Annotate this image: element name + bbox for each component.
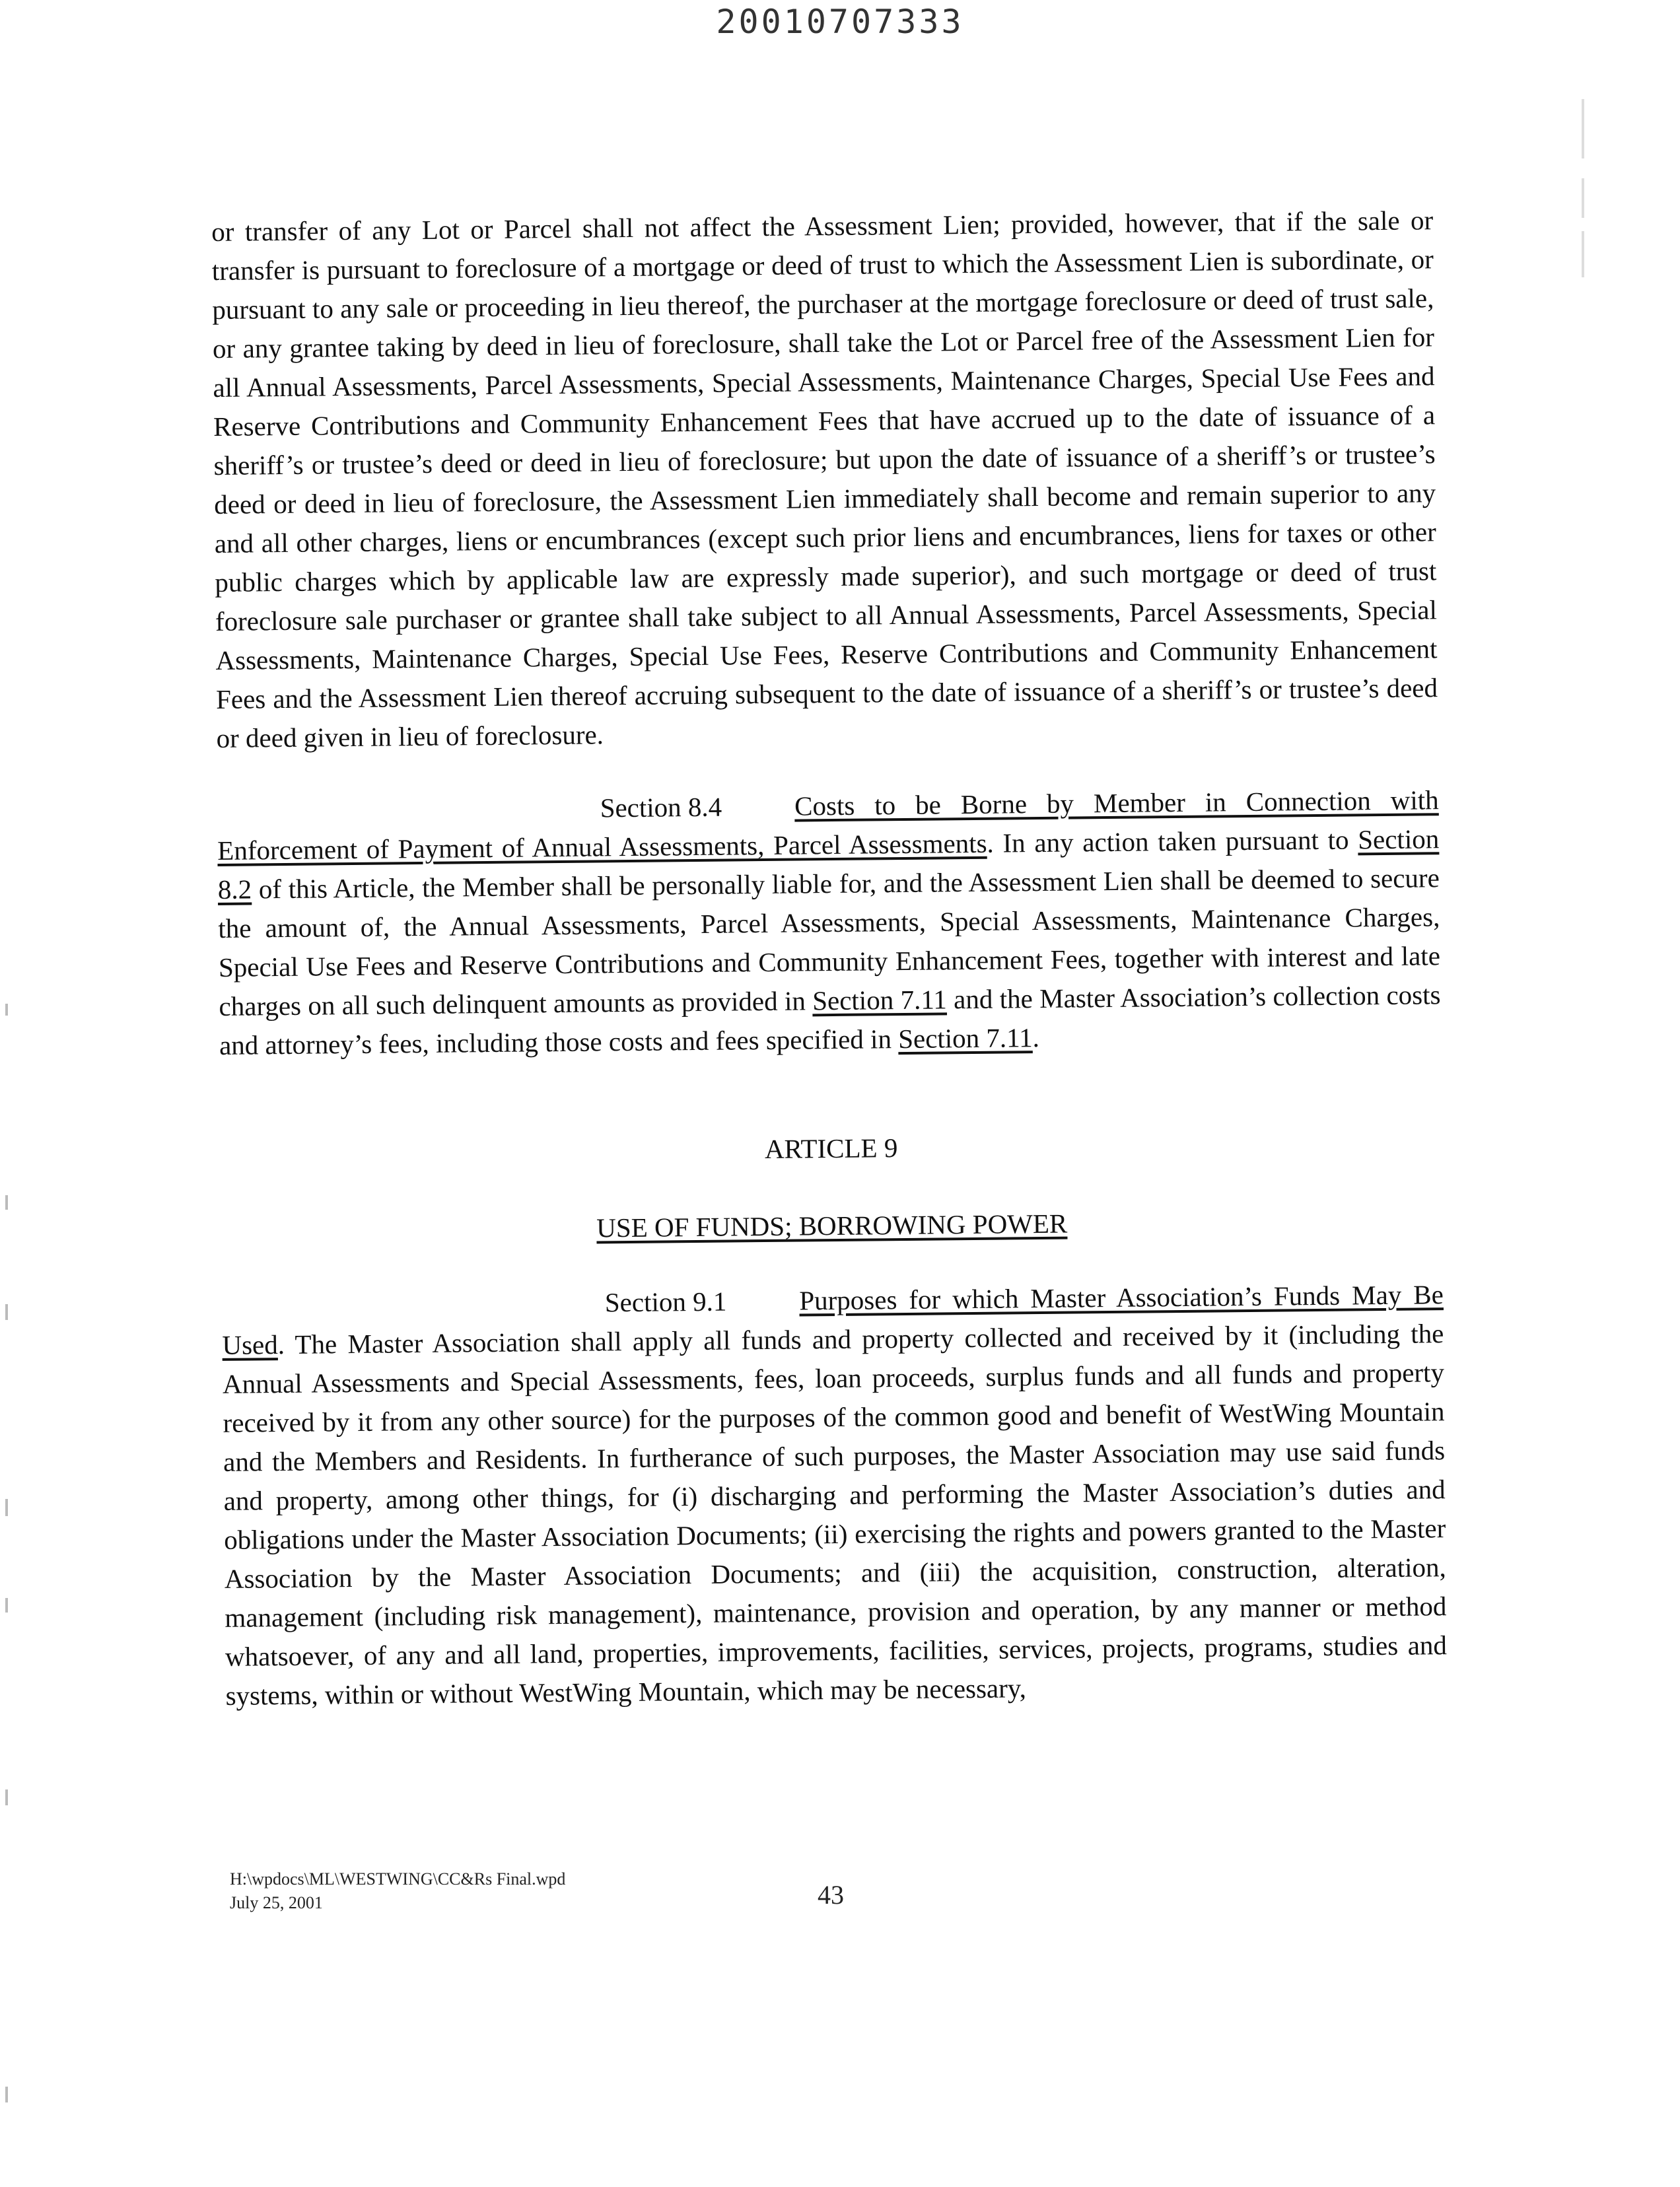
paragraph-gap xyxy=(219,1053,1442,1135)
article-9-title: USE OF FUNDS; BORROWING POWER xyxy=(596,1208,1068,1243)
scan-margin-mark xyxy=(1582,178,1584,218)
section-9-1-heading: Purposes for which Master Association’s Funds May Be Used xyxy=(222,1279,1444,1360)
section-8-4-text-4: . xyxy=(1032,1022,1040,1053)
page-number: 43 xyxy=(818,1880,844,1910)
document-body xyxy=(211,201,1448,1716)
section-8-4-text-3: and the Master Association’s collection costs and attorney’s fees, including those costs and fees specified in xyxy=(219,979,1441,1060)
section-7-11-reference-second: Section 7.11 xyxy=(897,1022,1033,1055)
recording-number: 20010707333 xyxy=(716,3,964,41)
section-8-4-text-2: of this Article, the Member shall be personally liable for, and the Assessment Lien shall be deemed to secure the amount of, the Annual Assessments, Parcel Assessments, Special Assessments, Maintenance Charges, Special Use Fees and Reserve Contributions and Community Enhancement Fees, together with interest and late charges on all such delinquent amounts as provided in xyxy=(218,862,1441,1022)
section-8-4-number: Section 8.4 xyxy=(600,791,722,823)
scan-margin-mark xyxy=(5,1304,8,1320)
section-7-11-reference: Section 7.11 xyxy=(812,984,948,1016)
section-9-1-text: . The Master Association shall apply all funds and property collected and received by it (including the Annual Assessments and Special Assessments, fees, loan proceeds, surplus funds and all funds and property received by it from any other source) for the purposes of the common good and benefit of WestWing Mountain and the Members and Residents. In furtherance of such purposes, the Master Association may use said funds and property, among other things, for (i) discharging and performing the Master Association’s duties and obligations under the Master Association Documents; (ii) exercising the rights and powers granted to the Master Association by the Master Association Documents; and (iii) the acquisition, construction, alteration, management (including risk management), maintenance, provision and operation, by any manner or method whatsoever, of any and all land, properties, improvements, facilities, services, projects, programs, studies and systems, within or without WestWing Mountain, which may be necessary, xyxy=(222,1318,1448,1711)
scan-margin-mark xyxy=(1582,99,1584,158)
scan-margin-mark xyxy=(5,1499,8,1516)
section-8-4-heading: Costs to be Borne by Member in Connection with Enforcement of Payment of Annual Assessments, Parcel Assessments xyxy=(217,784,1439,866)
section-8-2-reference: Section 8.2 xyxy=(217,823,1440,905)
scan-margin-mark xyxy=(5,1004,8,1016)
scan-margin-mark xyxy=(5,1789,8,1805)
section-9-1-paragraph xyxy=(222,1275,1448,1716)
scan-margin-mark xyxy=(1582,231,1584,277)
footer-file-path: H:\wpdocs\ML\WESTWING\CC&Rs Final.wpd xyxy=(230,1869,566,1889)
section-8-4-paragraph xyxy=(217,781,1441,1065)
scan-margin-mark xyxy=(5,1195,8,1210)
footer-file-info xyxy=(230,1867,565,1915)
section-9-1-number: Section 9.1 xyxy=(604,1286,727,1318)
scan-margin-mark xyxy=(5,2087,8,2102)
scan-margin-mark xyxy=(5,1598,8,1613)
article-9-number: ARTICLE 9 xyxy=(764,1132,898,1165)
section-8-4-text-1: . In any action taken pursuant to xyxy=(987,824,1358,858)
continuation-paragraph: or transfer of any Lot or Parcel shall not affect the Assessment Lien; provided, however, that if the sale or transfer is pursuant to foreclosure of a mortgage or deed of trust to which the Assessment Lien is subordinate, or pursuant to any sale or proceeding in lieu thereof, the purchaser at the mortgage foreclosure or deed of trust sale, or any grantee taking by deed in lieu of foreclosure, shall take the Lot or Parcel free of the Assessment Lien for all Annual Assessments, Parcel Assessments, Special Assessments, Maintenance Charges, Special Use Fees and Reserve Contributions and Community Enhancement Fees that have accrued up to the date of issuance of a sheriff’s or trustee’s deed or deed in lieu of foreclosure; but upon the date of issuance of a sheriff’s or trustee’s deed or deed in lieu of foreclosure, the Assessment Lien immediately shall become and remain superior to any and all other charges, liens or encumbrances (except such prior liens and encumbrances, liens for taxes or other public charges which by applicable law are expressly made superior), and such mortgage or deed of trust foreclosure sale purchaser or grantee shall take subject to all Annual Assessments, Parcel Assessments, Special Assessments, Maintenance Charges, Special Use Fees, Reserve Contributions and Community Enhancement Fees and the Assessment Lien thereof accruing subsequent to the date of issuance of a sheriff’s or trustee’s deed or deed given in lieu of foreclosure. xyxy=(211,205,1438,753)
footer-date: July 25, 2001 xyxy=(230,1893,323,1912)
